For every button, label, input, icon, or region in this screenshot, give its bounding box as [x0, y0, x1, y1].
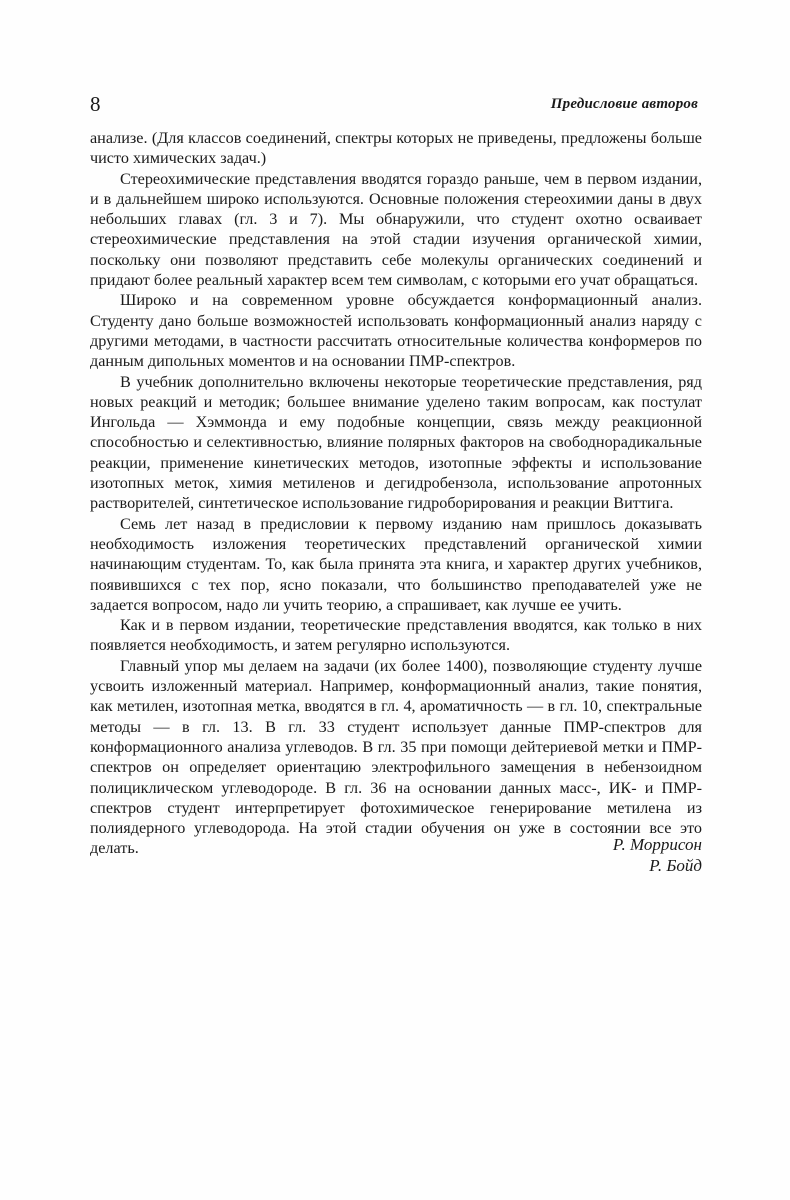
- paragraph-theory-introduced: Как и в первом издании, теоретические представления вводятся, как только в них появляется необходимость, и затем регулярно используются.: [90, 616, 702, 655]
- paragraph-continuation: анализе. (Для классов соединений, спектры которых не приведены, предложены больше чисто химических задач.): [90, 129, 702, 168]
- signature-morrison: Р. Моррисон: [612, 835, 702, 854]
- paragraph-conformational-analysis: Широко и на современном уровне обсуждается конформационный анализ. Студенту дано больше возможностей использовать конформационный анализ наряду с другими методами, в частности рассчитать относительные количества конформеров по данным дипольных моментов и на основании ПМР-спектров.: [90, 291, 702, 371]
- running-head: Предисловие авторов: [550, 96, 698, 112]
- author-signatures: [613, 834, 702, 876]
- paragraph-stereochemistry: Стереохимические представления вводятся гораздо раньше, чем в первом издании, и в дальнейшем широко используются. Основные положения стереохимии даны в двух небольших главах (гл. 3 и 7). Мы обнаружили, что студент охотно осваивает стереохимические представления на этой стадии изучения органической химии, поскольку они позволяют представить себе молекулы органических соединений и придают более реальный характер всем тем символам, с которыми его учат обращаться.: [90, 169, 702, 290]
- paragraph-problems: Главный упор мы делаем на задачи (их более 1400), позволяющие студенту лучше усвоить изложенный материал. Например, конформационный анализ, такие понятия, как метилен, изотопная метка, вводятся в гл. 4, ароматичность — в гл. 10, спектральные методы — в гл. 13. В гл. 33 студент использует данные ПМР-спектров для конформационного анализа углеводов. В гл. 35 при помощи дейтериевой метки и ПМР-спектров он определяет ориентацию электрофильного замещения в небензоидном полициклическом углеводороде. В гл. 36 на основании данных масс-, ИК- и ПМР-спектров студент интерпретирует фотохимическое генерирование метилена из полиядерного углеводорода. На этой стадии обучения он уже в состоянии все это делать.: [90, 656, 702, 858]
- body-text: [90, 128, 702, 859]
- page-number: 8: [90, 92, 101, 116]
- paragraph-new-topics: В учебник дополнительно включены некоторые теоретические представления, ряд новых реакций и методик; большее внимание уделено таким вопросам, как постулат Ингольда — Хэммонда и ему подобные концепции, связь между реакционной способностью и селективностью, влияние полярных факторов на свободнорадикальные реакции, применение кинетических методов, изотопные эффекты и использование изотопных меток, химия метиленов и дегидробензола, использование апротонных растворителей, синтетическое использование гидроборирования и реакции Виттига.: [90, 372, 702, 513]
- paragraph-seven-years-ago: Семь лет назад в предисловии к первому изданию нам пришлось доказывать необходимость изложения теоретических представлений органической химии начинающим студентам. То, как была принята эта книга, и характер других учебников, появившихся с тех пор, ясно показали, что большинство преподавателей уже не задается вопросом, надо ли учить теорию, а спрашивает, как лучше ее учить.: [90, 514, 702, 614]
- signature-boyd: Р. Бойд: [649, 856, 702, 875]
